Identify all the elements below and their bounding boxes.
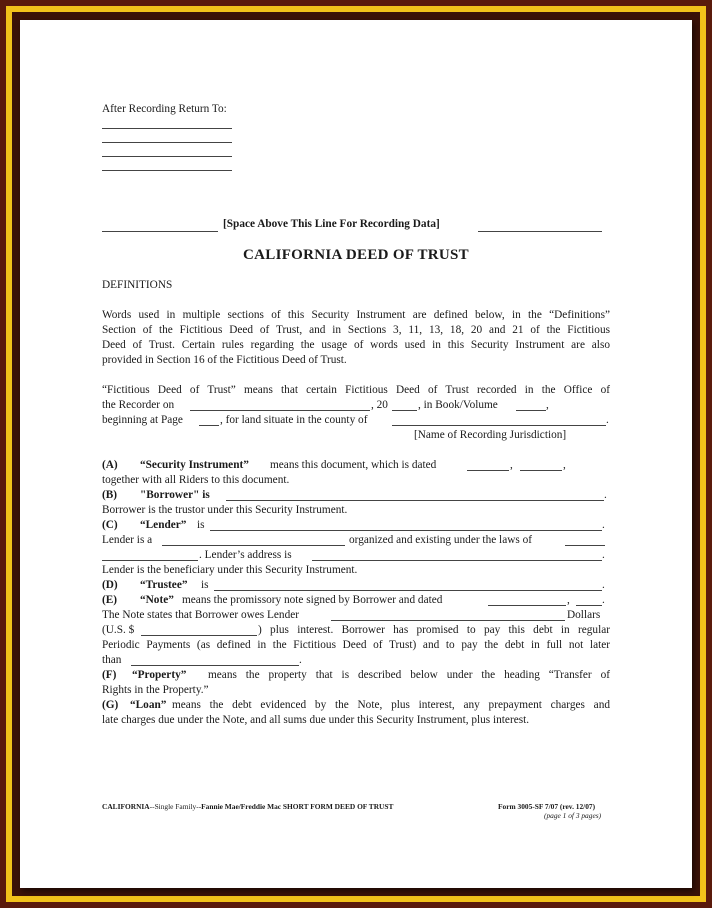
- year-line: [392, 410, 417, 411]
- space-above-label: [Space Above This Line For Recording Data]: [223, 218, 440, 230]
- def-c-organized: organized and existing under the laws of: [349, 534, 533, 546]
- footer-agency: Fannie Mae/Freddie Mac SHORT FORM DEED OF TRUST: [201, 802, 394, 811]
- recorder-date-line: [190, 410, 370, 411]
- def-e-than: than: [102, 654, 122, 666]
- footer-form: Form 3005-SF 7/07 (rev. 12/07): [498, 802, 596, 811]
- footer-family: --Single Family--: [149, 802, 202, 811]
- owes-amount-line: [331, 620, 565, 621]
- def-a-term: “Security Instrument”: [140, 459, 249, 471]
- return-line-2: [102, 142, 232, 143]
- return-line-1: [102, 128, 232, 129]
- lender-type-line: [162, 545, 345, 546]
- period: .: [604, 489, 607, 501]
- document-title: CALIFORNIA DEED OF TRUST: [243, 247, 469, 263]
- space-line-right: [478, 231, 602, 232]
- period: .: [602, 549, 605, 561]
- def-f-line-2: Rights in the Property.”: [102, 684, 209, 696]
- def-e-periodic: Periodic Payments (as defined in the Fictitious Deed of Trust) and to pay the debt in full not later: [102, 639, 610, 651]
- period: .: [602, 519, 605, 531]
- def-f-term: “Property”: [132, 669, 187, 681]
- footer-left: [102, 802, 393, 811]
- def-a-line-2: together with all Riders to this document.: [102, 474, 290, 486]
- period: .: [602, 594, 605, 606]
- intro-line: Section of the Fictitious Deed of Trust, and in Sections 3, 11, 13, 18, 20 and 21 of the Fictitious: [102, 324, 610, 336]
- def-b-term: "Borrower" is: [140, 489, 210, 501]
- return-line-3: [102, 156, 232, 157]
- def-b-line-2: Borrower is the trustor under this Security Instrument.: [102, 504, 348, 516]
- def-c-label: (C): [102, 519, 118, 531]
- def-c-lender-is-a: Lender is a: [102, 534, 153, 546]
- def-e-text: means the promissory note signed by Borrower and dated: [182, 594, 443, 606]
- intro-line: Words used in multiple sections of this Security Instrument are defined below, in the “Definitions”: [102, 309, 610, 321]
- return-line-4: [102, 170, 232, 171]
- def-c-is: is: [197, 519, 205, 531]
- note-date-line-2: [576, 605, 602, 606]
- def-f-text: means the property that is described below under the heading “Transfer of: [208, 669, 610, 681]
- document-page: [20, 20, 692, 888]
- us-amount-line: [141, 635, 257, 636]
- def-b-label: (B): [102, 489, 118, 501]
- def-d-label: (D): [102, 579, 118, 591]
- laws-line: [102, 560, 198, 561]
- space-line-left: [102, 231, 218, 232]
- comma: ,: [567, 594, 570, 606]
- intro-line: Deed of Trust. Certain rules regarding the usage of words used in this Security Instrument are also: [102, 339, 610, 351]
- address-line: [312, 560, 602, 561]
- def-f-label: (F): [102, 669, 117, 681]
- land-situate-label: , for land situate in the county of: [220, 414, 368, 426]
- def-e-owes: The Note states that Borrower owes Lender: [102, 609, 300, 621]
- intro-line: provided in Section 16 of the Fictitious Deed of Trust.: [102, 354, 347, 366]
- trustee-line: [214, 590, 602, 591]
- jurisdiction-caption: [Name of Recording Jurisdiction]: [414, 429, 567, 441]
- fictitious-line-1: “Fictitious Deed of Trust” means that certain Fictitious Deed of Trust recorded in the Office of: [102, 384, 610, 396]
- def-e-dollars: Dollars: [567, 609, 601, 621]
- book-line: [516, 410, 546, 411]
- than-line: [131, 665, 299, 666]
- def-g-line-2: late charges due under the Note, and all sums due under this Security Instrument, plus interest.: [102, 714, 530, 726]
- note-date-line-1: [488, 605, 566, 606]
- comma: ,: [510, 459, 513, 471]
- def-g-text: means the debt evidenced by the Note, plus interest, any prepayment charges and: [172, 699, 610, 711]
- def-d-term: “Trustee”: [140, 579, 188, 591]
- def-e-plus: ) plus interest. Borrower has promised to pay this debt in regular: [258, 624, 610, 636]
- page-line: [199, 425, 219, 426]
- def-c-address: . Lender’s address is: [199, 549, 292, 561]
- recorder-on-label: the Recorder on: [102, 399, 175, 411]
- return-to-label: After Recording Return To:: [102, 103, 227, 115]
- beginning-page-label: beginning at Page: [102, 414, 183, 426]
- county-line: [392, 425, 606, 426]
- lender-line: [210, 530, 602, 531]
- period: .: [606, 414, 609, 426]
- intro-paragraph: [102, 308, 610, 368]
- borrower-line: [226, 500, 604, 501]
- def-g-term: “Loan”: [130, 699, 167, 711]
- def-e-us: (U.S. $: [102, 624, 135, 636]
- def-a-date-line-1: [467, 470, 509, 471]
- book-label: , in Book/Volume: [418, 399, 498, 411]
- def-c-term: “Lender”: [140, 519, 187, 531]
- def-a-text: means this document, which is dated: [270, 459, 437, 471]
- laws-line-end: [565, 545, 605, 546]
- def-e-term: “Note”: [140, 594, 174, 606]
- def-g-label: (G): [102, 699, 119, 711]
- year-label: , 20: [371, 399, 388, 411]
- period: .: [602, 579, 605, 591]
- definitions-heading: DEFINITIONS: [102, 279, 173, 291]
- def-c-beneficiary: Lender is the beneficiary under this Security Instrument.: [102, 564, 358, 576]
- footer-page: (page 1 of 3 pages): [544, 811, 602, 820]
- def-a-label: (A): [102, 459, 118, 471]
- comma: ,: [546, 399, 549, 411]
- comma: ,: [563, 459, 566, 471]
- def-a-date-line-2: [520, 470, 562, 471]
- footer-state: CALIFORNIA: [102, 802, 150, 811]
- def-e-label: (E): [102, 594, 118, 606]
- period: .: [299, 654, 302, 666]
- def-d-is: is: [201, 579, 209, 591]
